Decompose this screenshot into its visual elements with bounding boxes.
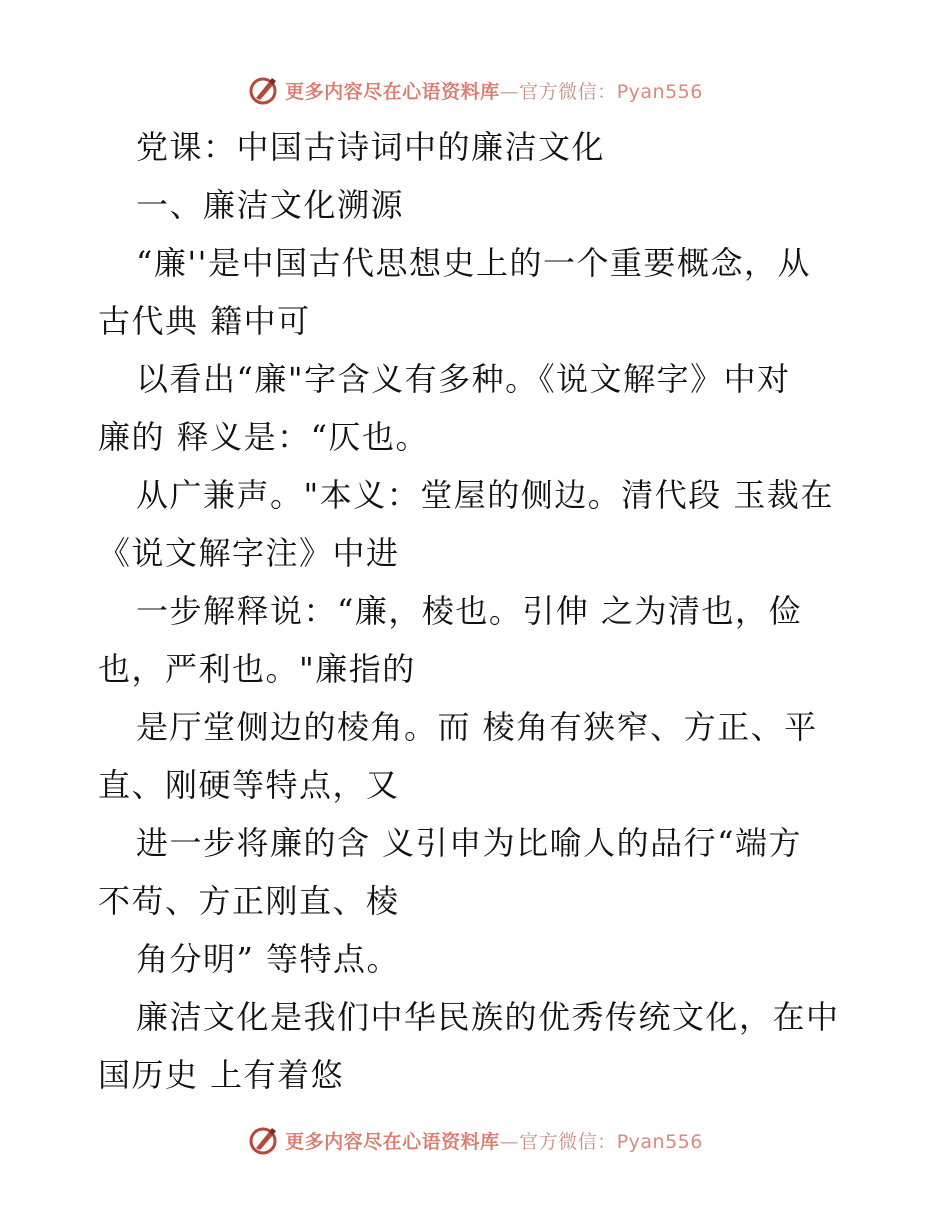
- paragraph-line: 从广兼声。"本义：堂屋的侧边。清代段 玉裁在: [136, 476, 834, 514]
- paragraph-line: 直、刚硬等特点，又: [98, 766, 400, 804]
- paragraph-line: 不苟、方正刚直、棱: [98, 882, 400, 920]
- watermark-wechat-label: 官方微信：: [519, 1130, 617, 1153]
- watermark-wechat-label: 官方微信：: [519, 80, 617, 103]
- watermark-wechat-id: Pyan556: [616, 80, 703, 103]
- watermark-wechat-id: Pyan556: [616, 1130, 703, 1153]
- paragraph-line: 廉的 释义是：“仄也。: [98, 418, 430, 456]
- paragraph-line: 角分明” 等特点。: [136, 940, 401, 978]
- watermark-site-name: 更多内容尽在心语资料库: [285, 1130, 500, 1153]
- pen-circle-logo-icon: [247, 74, 279, 106]
- paragraph-line: “廉''是中国古代思想史上的一个重要概念，从: [136, 244, 811, 282]
- watermark-separator: —: [499, 1130, 520, 1153]
- header-watermark: [0, 70, 950, 110]
- paragraph-line: 以看出“廉"字含义有多种。《说文解字》中对: [136, 360, 791, 398]
- section-heading: 一、廉洁文化溯源: [136, 186, 405, 224]
- watermark-site-name: 更多内容尽在心语资料库: [285, 80, 500, 103]
- paragraph-line: 是厅堂侧边的棱角。而 棱角有狭窄、方正、平: [136, 708, 818, 746]
- doc-title: 党课：中国古诗词中的廉洁文化: [136, 128, 606, 166]
- document-body: [98, 118, 858, 1104]
- paragraph-line: 古代典 籍中可: [98, 302, 311, 340]
- pen-circle-logo-icon: [247, 1124, 279, 1156]
- watermark-separator: —: [499, 80, 520, 103]
- paragraph-line: 也，严利也。"廉指的: [98, 650, 416, 688]
- paragraph-line: 《说文解字注》中进: [98, 534, 400, 572]
- paragraph-line: 一步解释说：“廉，棱也。引伸 之为清也，俭: [136, 592, 803, 630]
- footer-watermark: [0, 1120, 950, 1160]
- paragraph-line: 进一步将廉的含 义引申为比喻人的品行“端方: [136, 824, 803, 862]
- paragraph-line: 国历史 上有着悠: [98, 1056, 345, 1094]
- paragraph-line: 廉洁文化是我们中华民族的优秀传统文化，在中: [136, 998, 840, 1036]
